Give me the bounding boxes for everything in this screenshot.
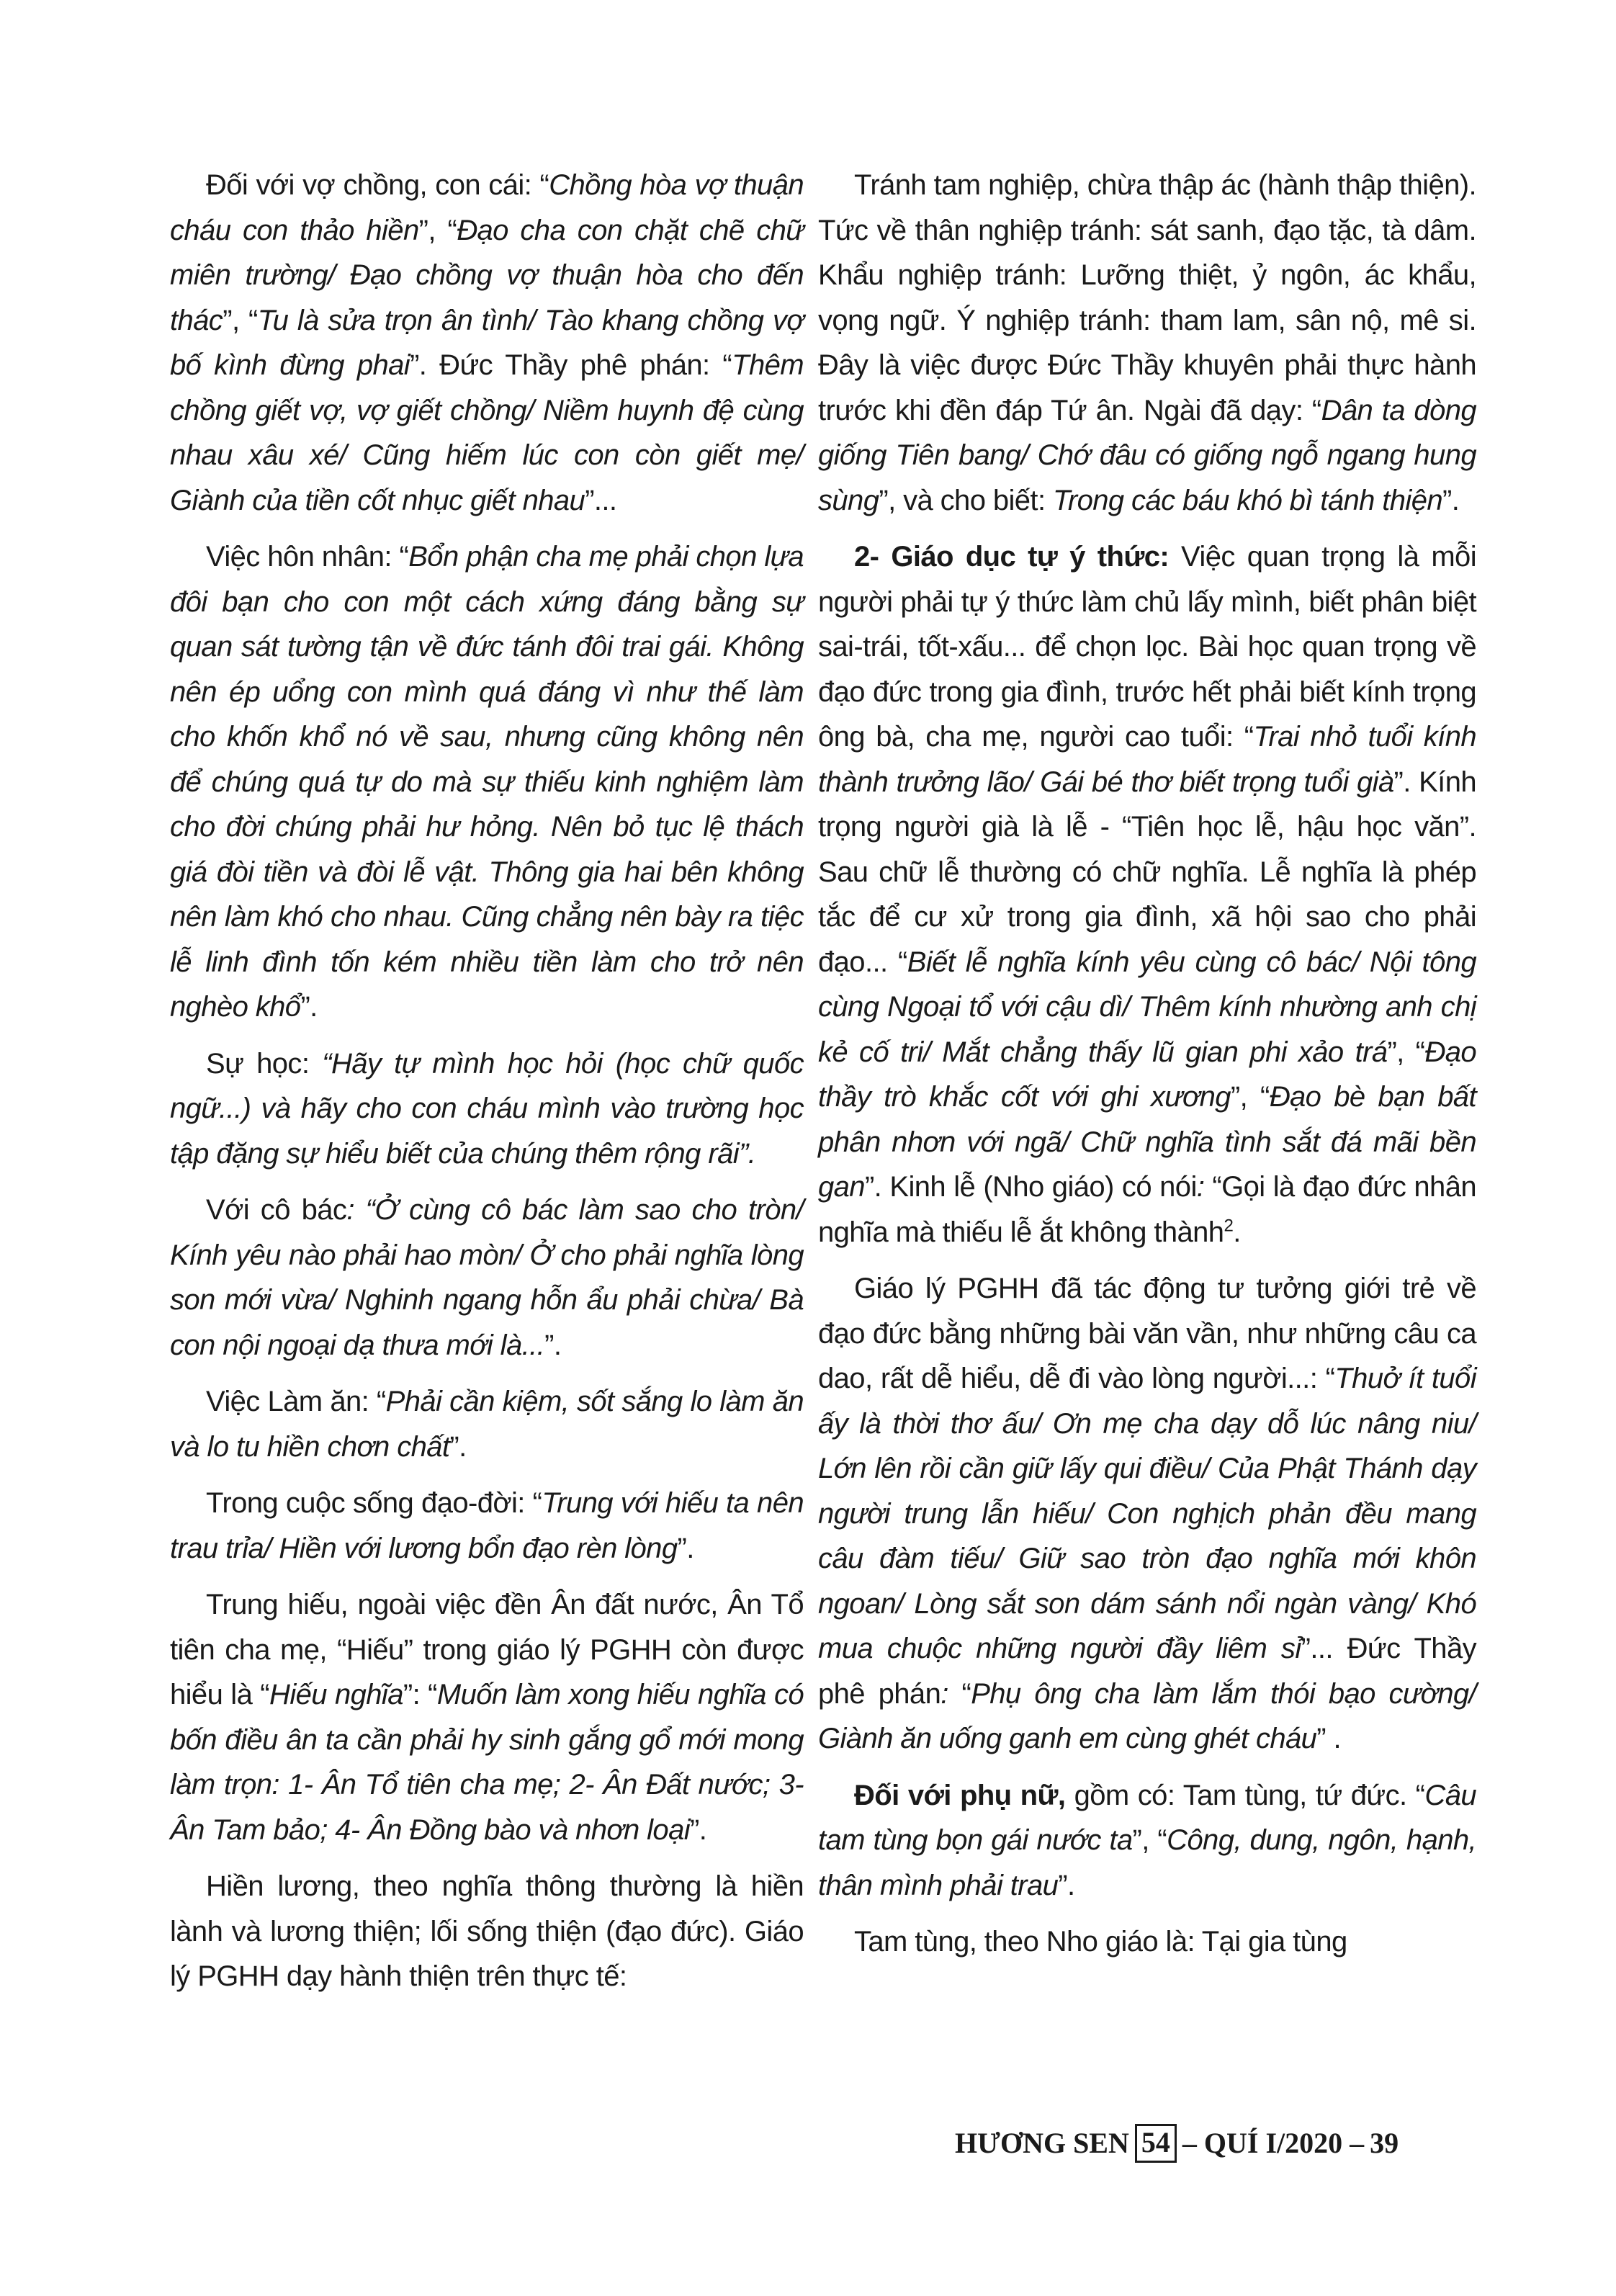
text-run: Tránh tam nghiệp, chừa thập ác (hành thập thiện). Tức về thân nghiệp tránh: sát sanh, đạo tặc, tà dâm. Khẩu nghiệp tránh: Lưỡng thiệt, ỷ ngôn, ác khẩu, vọng ngữ. Ý nghiệp tránh: tham lam, sân nộ, mê si. Đây là việc được Đức Thầy khuyên phải thực hành trước khi đền đáp Tứ ân. Ngài đã dạy: “ [818,169,1476,426]
italic-quote: Phải cần kiệm, sốt sắng lo làm ăn và lo tu hiền chơn chất [170,1386,804,1463]
text-run: ”. [544,1329,562,1361]
text-run: ”: “ [403,1679,437,1710]
italic-quote: Trung với hiếu ta nên trau trỉa/ Hiền với lương bổn đạo rèn lòng [170,1487,804,1564]
bold-text: 2- Giáo dục tự ý thức: [854,541,1170,573]
text-run: ”... Đức Thầy phê phán [818,1633,1476,1710]
page-footer [955,2121,1502,2166]
text-run: ”, và cho biết: [879,484,1053,516]
page-number: 39 [1370,2127,1399,2159]
italic-quote: : [941,1677,948,1710]
paragraph [818,1266,1476,1762]
italic-quote: Trai nhỏ tuổi kính thành trưởng lão/ Gái bé thơ biết trọng tuổi già [818,721,1476,798]
italic-quote: Phụ ông cha làm lắm thói bạo cường/ Giành ăn uống ganh em cùng ghét cháu [818,1677,1476,1754]
footnote-mark: 2 [1224,1216,1234,1236]
italic-quote: Tu là sửa trọn ân tình/ Tào khang chồng vợ bố kình đừng phai [170,304,804,381]
italic-quote: Công, dung, ngôn, hạnh, thân mình phải trau [818,1824,1477,1901]
text-run: Giáo lý PGHH đã tác động tư tưởng giới trẻ về đạo đức bằng những bài văn vần, như những câu ca dao, rất dễ hiểu, dễ đi vào lòng người...: “ [818,1273,1476,1394]
text-run: ”. [300,991,318,1023]
text-run: ”. [449,1430,467,1463]
text-run: ”, “ [223,304,258,336]
text-run: Việc Làm ăn: “ [206,1386,386,1417]
text-run: ”, “ [1230,1081,1270,1113]
text-run: gồm có: Tam tùng, tứ đức. “ [1065,1779,1425,1811]
paragraph [170,1379,804,1469]
text-run: Đối với vợ chồng, con cái: “ [206,169,549,201]
paragraph [818,534,1476,1255]
issue-number-box: 54 [1135,2124,1177,2163]
italic-quote: Biết lễ nghĩa kính yêu cùng cô bác/ Nội tông cùng Ngoại tổ với cậu dì/ Thêm kính nhường anh chị kẻ cố tri/ Mắt chẳng thấy lũ gian phi xảo trá [818,946,1476,1068]
text-run: Hiền lương, theo nghĩa thông thường là hiền lành và lương thiện; lối sống thiện (đạo đức). Giáo lý PGHH dạy hành thiện trên thực tế: [170,1870,804,1992]
text-run: ”. Đức Thầy phê phán: “ [410,349,732,381]
paragraph [170,534,804,1030]
paragraph [818,1919,1476,1965]
magazine-title: HƯƠNG SEN [955,2127,1129,2159]
text-run: Trong cuộc sống đạo-đời: “ [206,1487,542,1519]
italic-quote: Chồng hòa vợ thuận cháu con thảo hiền [170,169,804,246]
text-run: Sự học: [206,1047,323,1080]
italic-quote: : “Ở cùng cô bác làm sao cho tròn/ Kính yêu nào phải hao mòn/ Ở cho phải nghĩa lòng son mới vừa/ Nghinh ngang hỗn ẩu phải chừa/ Bà con nội ngoại dạ thưa mới là... [170,1194,804,1361]
text-run: ”... [585,484,617,516]
text-run: ”, “ [1132,1824,1167,1856]
text-run: ” . [1316,1723,1342,1754]
italic-quote: Thuở ít tuổi ấy là thời thơ ấu/ Ơn mẹ cha dạy dỗ lúc nâng niu/ Lớn lên rồi cần giữ lấy qui điều/ Của Phật Thánh dạy người trung lẫn hiếu/ Con nghịch phản đều mang câu đàm tiếu/ Giữ sao tròn đạo nghĩa mới khôn ngoan/ Lòng sắt son dám sánh nổi ngàn vàng/ Khó mua chuộc những người đầy liêm sỉ [818,1363,1476,1664]
paragraph [170,1864,804,1999]
paragraph [170,1582,804,1852]
text-run: ”. [1058,1869,1075,1901]
text-run: ”. [677,1532,694,1564]
italic-quote: : [1196,1171,1205,1203]
text-run: ”. [1442,484,1460,516]
text-run: Việc quan trọng là mỗi người phải tự ý thức làm chủ lấy mình, biết phân biệt sai-trái, tốt-xấu... để chọn lọc. Bài học quan trọng về đạo đức trong gia đình, trước hết phải biết kính trọng ông bà, cha mẹ, người cao tuổi: “ [818,541,1476,753]
italic-quote: Đạo thầy trò khắc cốt với ghi xương [818,1036,1476,1113]
text-run: “ [948,1677,971,1710]
paragraph [170,1481,804,1571]
text-run: ”. Kinh lễ (Nho giáo) có nói [864,1171,1197,1203]
italic-quote: Trong các báu khó bì tánh thiện [1052,484,1443,516]
italic-quote: Đạo cha con chặt chẽ chữ miên trường/ Đạo chồng vợ thuận hòa cho đến thác [170,214,804,336]
italic-quote: Thêm chồng giết vợ, vợ giết chồng/ Niềm huynh đệ cùng nhau xâu xé/ Cũng hiếm lúc con còn giết mẹ/ Giành của tiền cốt nhục giết nhau [170,349,804,516]
italic-quote: Câu tam tùng bọn gái nước ta [818,1779,1476,1856]
issue-period: – QUÍ I/2020 – [1182,2127,1365,2159]
paragraph [170,1041,804,1177]
italic-quote: Đạo bè bạn bất phân nhơn với ngã/ Chữ nghĩa tình sắt đá mãi bền gan [818,1081,1477,1203]
text-run: ”. Kính trọng người già là lễ - “Tiên học lễ, hậu học văn”. Sau chữ lễ thường có chữ nghĩa. Lễ nghĩa là phép tắc để cư xử trong gia đình, xã hội sao cho phải đạo... “ [818,766,1476,978]
italic-quote: Hiếu nghĩa [269,1679,403,1710]
paragraph [170,1188,804,1368]
bold-text: Đối với phụ nữ, [854,1779,1066,1811]
left-text-column [170,163,804,1999]
paragraph [170,163,804,523]
italic-quote: Muốn làm xong hiếu nghĩa có bốn điều ân ta cần phải hy sinh gắng gổ mới mong làm trọn: 1- Ân Tổ tiên cha mẹ; 2- Ân Đất nước; 3- Ân Tam bảo; 4- Ân Đồng bào và nhơn loại [170,1679,804,1846]
italic-quote: “Hãy tự mình học hỏi (học chữ quốc ngữ...) và hãy cho con cháu mình vào trường học tập đặng sự hiểu biết của chúng thêm rộng rãi”. [170,1047,804,1170]
text-run: ”, “ [418,214,457,246]
text-run: ”, “ [1387,1036,1425,1068]
text-run: ”. [690,1813,707,1846]
text-run: “Gọi là đạo đức nhân nghĩa mà thiếu lễ ắt không thành [818,1171,1476,1248]
text-run: Tam tùng, theo Nho giáo là: Tại gia tùng [854,1926,1347,1958]
paragraph [818,1773,1476,1909]
right-text-column [818,163,1476,1965]
italic-quote: Bổn phận cha mẹ phải chọn lựa đôi bạn cho con một cách xứng đáng bằng sự quan sát tường tận về đức tánh đôi trai gái. Không nên ép uổng con mình quá đáng vì như thế làm cho khốn khổ nó về sau, nhưng cũng không nên để chúng quá tự do mà sự thiếu kinh nghiệm làm cho đời chúng phải hư hỏng. Nên bỏ tục lệ thách giá đòi tiền và đòi lễ vật. Thông gia hai bên không nên làm khó cho nhau. Cũng chẳng nên bày ra tiệc lễ linh đình tốn kém nhiều tiền làm cho trở nên nghèo khổ [170,541,804,1023]
text-run: . [1233,1216,1241,1248]
text-run: Trung hiếu, ngoài việc đền Ân đất nước, Ân Tổ tiên cha mẹ, “Hiếu” trong giáo lý PGHH còn được hiểu là “ [170,1589,804,1710]
text-run: Với cô bác [206,1194,347,1226]
paragraph [818,163,1476,523]
text-run: Việc hôn nhân: “ [206,541,409,573]
italic-quote: Dân ta dòng giống Tiên bang/ Chớ đâu có giống ngỗ ngang hung sùng [818,394,1476,516]
